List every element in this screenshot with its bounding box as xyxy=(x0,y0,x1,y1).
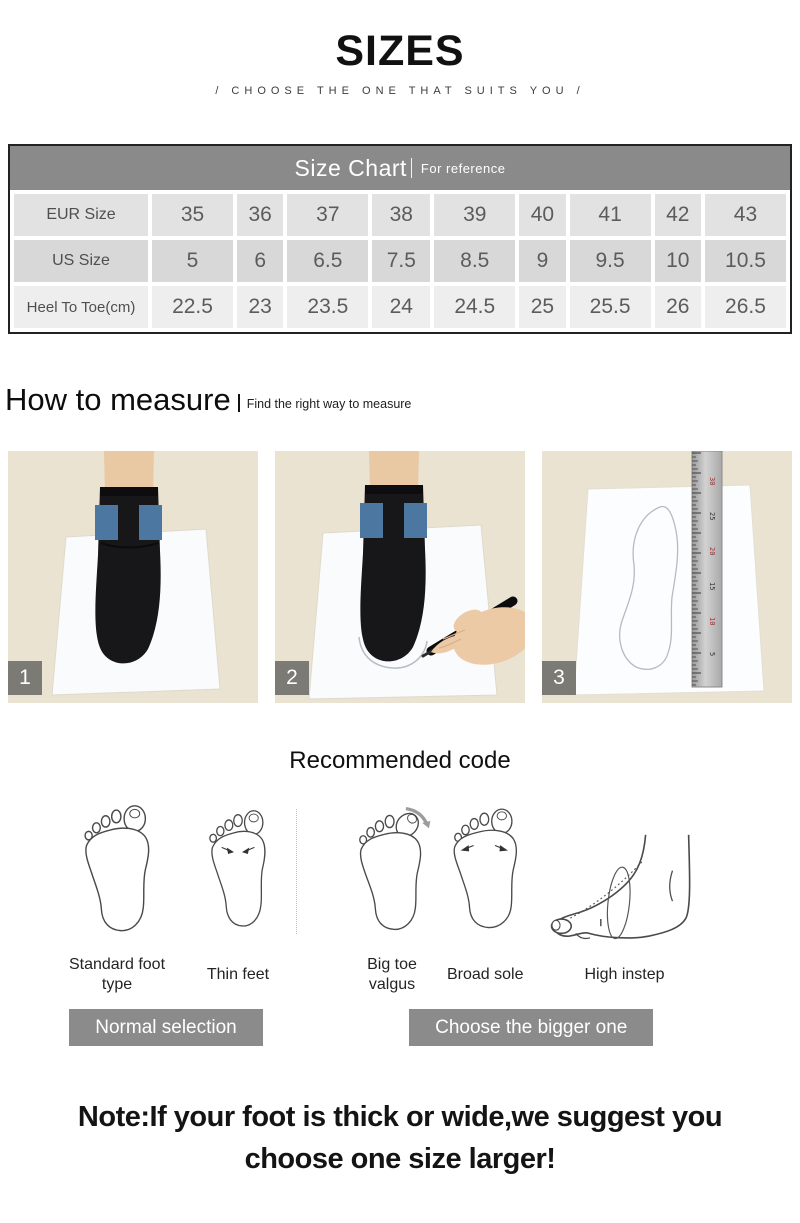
standard-foot-figure xyxy=(58,795,176,999)
measure-step-photo-1 xyxy=(8,451,258,703)
svg-text:15: 15 xyxy=(708,582,716,591)
table-cell: 43 xyxy=(733,203,758,226)
table-cell: 35 xyxy=(180,203,205,226)
broad-sole-figure xyxy=(447,795,524,999)
table-cell: 6.5 xyxy=(313,249,343,272)
table-cell: 7.5 xyxy=(386,249,416,272)
table-cell: 23.5 xyxy=(307,295,349,318)
measure-steps xyxy=(8,451,792,703)
step-badge xyxy=(542,661,576,695)
table-row-eur xyxy=(14,194,786,236)
diagram-label: Broad sole xyxy=(447,966,524,983)
diagram-label: High instep xyxy=(584,966,665,983)
svg-text:25: 25 xyxy=(708,512,716,521)
diagram-label: Big toe valgus xyxy=(367,956,417,993)
step-badge xyxy=(275,661,309,695)
bigger-one-group xyxy=(353,795,710,1046)
divider-bar xyxy=(238,394,240,412)
row-label: EUR Size xyxy=(46,206,116,223)
size-chart xyxy=(8,144,792,334)
high-instep-icon xyxy=(540,833,710,945)
table-cell: 25.5 xyxy=(589,295,631,318)
svg-text:5: 5 xyxy=(708,652,716,657)
table-cell: 23 xyxy=(248,295,272,318)
table-cell: 40 xyxy=(530,203,555,226)
size-chart-title: Size Chart xyxy=(294,154,407,181)
size-note-line1: Note:If your foot is thick or wide,we suggest you xyxy=(77,1101,723,1133)
table-cell: 10 xyxy=(666,249,690,272)
how-to-measure-subtitle: Find the right way to measure xyxy=(246,397,412,411)
big-toe-valgus-icon xyxy=(353,795,431,945)
size-chart-note: For reference xyxy=(420,160,506,176)
table-cell: 9 xyxy=(536,249,549,272)
table-cell: 22.5 xyxy=(172,295,213,318)
recommended-code-title: Recommended code xyxy=(289,747,511,774)
group-divider xyxy=(296,809,297,934)
big-toe-valgus-figure xyxy=(353,795,431,999)
table-cell: 36 xyxy=(248,203,272,226)
step-badge xyxy=(8,661,42,695)
divider-bar xyxy=(411,158,412,178)
diagram-label: Thin feet xyxy=(206,966,270,983)
table-cell: 37 xyxy=(316,203,340,226)
table-cell: 42 xyxy=(666,203,690,226)
standard-foot-icon xyxy=(78,795,156,945)
page-subtitle: / CHOOSE THE ONE THAT SUITS YOU / xyxy=(215,85,585,97)
row-label: US Size xyxy=(52,252,110,269)
broad-sole-icon xyxy=(448,795,522,945)
row-label: Heel To Toe(cm) xyxy=(26,298,136,316)
recommended-diagrams xyxy=(0,795,800,1046)
measure-step-photo-2 xyxy=(275,451,525,703)
page-header xyxy=(0,0,800,97)
high-instep-figure xyxy=(540,795,710,999)
size-chart-table xyxy=(10,190,790,332)
diagram-label: Standard foot type xyxy=(68,956,166,993)
tracing-foot-illustration xyxy=(275,451,525,703)
table-cell: 10.5 xyxy=(725,249,766,272)
size-note-line2: choose one size larger! xyxy=(244,1143,556,1176)
how-to-measure-header xyxy=(5,384,800,415)
how-to-measure-title: How to measure xyxy=(5,382,231,417)
table-cell: 41 xyxy=(598,203,622,226)
table-cell: 6 xyxy=(254,249,267,272)
table-cell: 9.5 xyxy=(595,249,625,272)
table-row-us xyxy=(14,240,786,282)
thin-feet-figure xyxy=(202,795,274,999)
foot-on-paper-illustration xyxy=(8,451,258,703)
ruler-measurement-illustration xyxy=(542,451,792,703)
choose-bigger-bar: Choose the bigger one xyxy=(409,1009,653,1046)
step-number: 1 xyxy=(19,666,31,689)
table-cell: 39 xyxy=(463,203,487,226)
step-number: 3 xyxy=(553,666,565,689)
table-cell: 24 xyxy=(389,295,413,318)
page-title: SIZES xyxy=(335,27,465,75)
table-cell: 38 xyxy=(389,203,413,226)
size-note xyxy=(0,1096,800,1180)
step-number: 2 xyxy=(286,666,298,689)
table-cell: 5 xyxy=(186,249,199,272)
normal-selection-bar: Normal selection xyxy=(69,1009,263,1046)
size-chart-header xyxy=(10,146,790,190)
table-cell: 24.5 xyxy=(454,295,496,318)
svg-text:20: 20 xyxy=(708,547,716,556)
table-cell: 26 xyxy=(666,295,690,318)
svg-text:10: 10 xyxy=(708,617,716,626)
table-row-heel-toe xyxy=(14,286,786,328)
measure-step-photo-3 xyxy=(542,451,792,703)
table-cell: 8.5 xyxy=(460,249,490,272)
normal-selection-group xyxy=(58,795,274,1046)
table-cell: 25 xyxy=(530,295,555,318)
table-cell: 26.5 xyxy=(725,295,766,318)
svg-text:30: 30 xyxy=(708,477,716,486)
thin-feet-icon xyxy=(202,795,274,945)
